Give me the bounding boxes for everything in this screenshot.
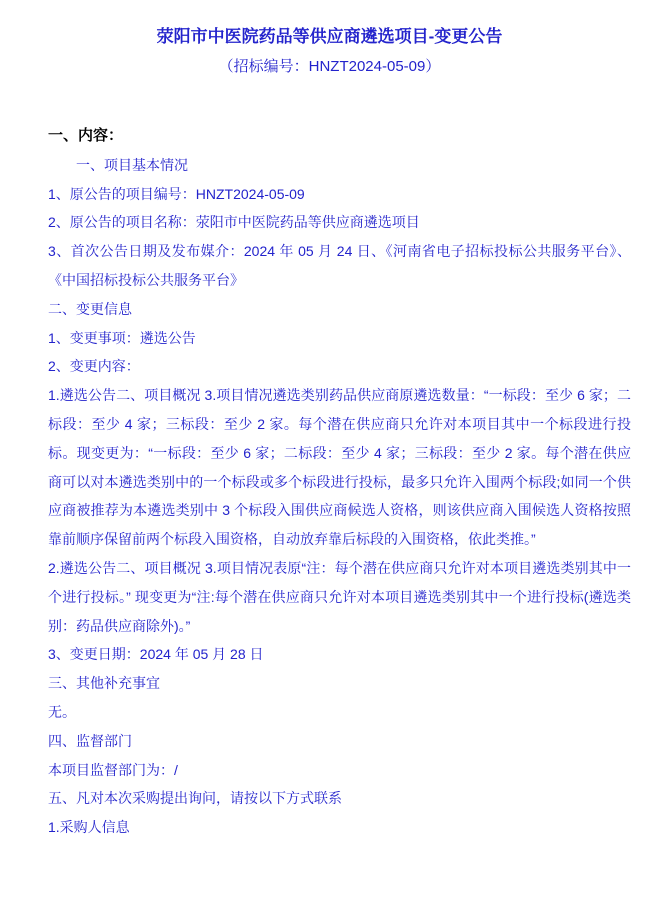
section-other-supplementary-matters: 三、其他补充事宜 xyxy=(48,675,160,692)
section-change-info: 二、变更信息 xyxy=(48,300,132,317)
item-original-project-number: 1、原公告的项目编号：HNZT2024-05-09 xyxy=(48,185,305,202)
section-content-heading: 一、内容： xyxy=(48,127,124,144)
item-first-announcement-date-media: 3、首次公告日期及发布媒介：2024 年 05 月 24 日、《河南省电子招标投标公共服务平台》、《中国招标投标公共服务平台》 xyxy=(48,243,631,288)
item-change-subject: 1、变更事项：遴选公告 xyxy=(48,329,196,346)
item-change-content-label: 2、变更内容： xyxy=(48,358,140,375)
document-body xyxy=(48,122,631,842)
item-original-project-name: 2、原公告的项目名称：荥阳市中医院药品等供应商遴选项目 xyxy=(48,214,420,231)
item-change-date: 3、变更日期：2024 年 05 月 28 日 xyxy=(48,646,264,663)
para-supervision-department-value: 本项目监督部门为：/ xyxy=(48,761,178,778)
para-none: 无。 xyxy=(48,703,76,720)
section-inquiry-contact: 五、凡对本次采购提出询问，请按以下方式联系 xyxy=(48,790,342,807)
subsection-project-basic-info: 一、项目基本情况 xyxy=(76,156,188,173)
para-change-detail-1: 1.遴选公告二、项目概况 3.项目情况遴选类别药品供应商原遴选数量：“一标段：至少 6 家；二标段：至少 4 家；三标段：至少 2 家。每个潜在供应商只允许对本项目其中一个标段进行投标。现变更为：“一标段：至少 6 家；二标段：至少 4 家；三标段：至少 2 家。每个潜在供应商可以对本遴选类别中的一个标段或多个标段进行投标，最多只允许入围两个标段;如同一个供应商被推荐为本遴选类别中 3 个标段入围供应商候选人资格，则该供应商入围候选人资格按照靠前顺序保留前两个标段入围资格，自动放弃靠后标段的入围资格，依此类推。” xyxy=(48,387,631,548)
para-purchaser-info: 1.采购人信息 xyxy=(48,819,130,836)
document-subtitle: （招标编号：HNZT2024-05-09） xyxy=(218,58,441,75)
para-change-detail-2: 2.遴选公告二、项目概况 3.项目情况表原“注：每个潜在供应商只允许对本项目遴选类别其中一个进行投标。” 现变更为“注:每个潜在供应商只允许对本项目遴选类别其中一个进行投标(遴选类别：药品供应商除外)。” xyxy=(48,559,631,634)
section-supervision-department: 四、监督部门 xyxy=(48,732,132,749)
document-title: 荥阳市中医院药品等供应商遴选项目-变更公告 xyxy=(156,27,503,46)
